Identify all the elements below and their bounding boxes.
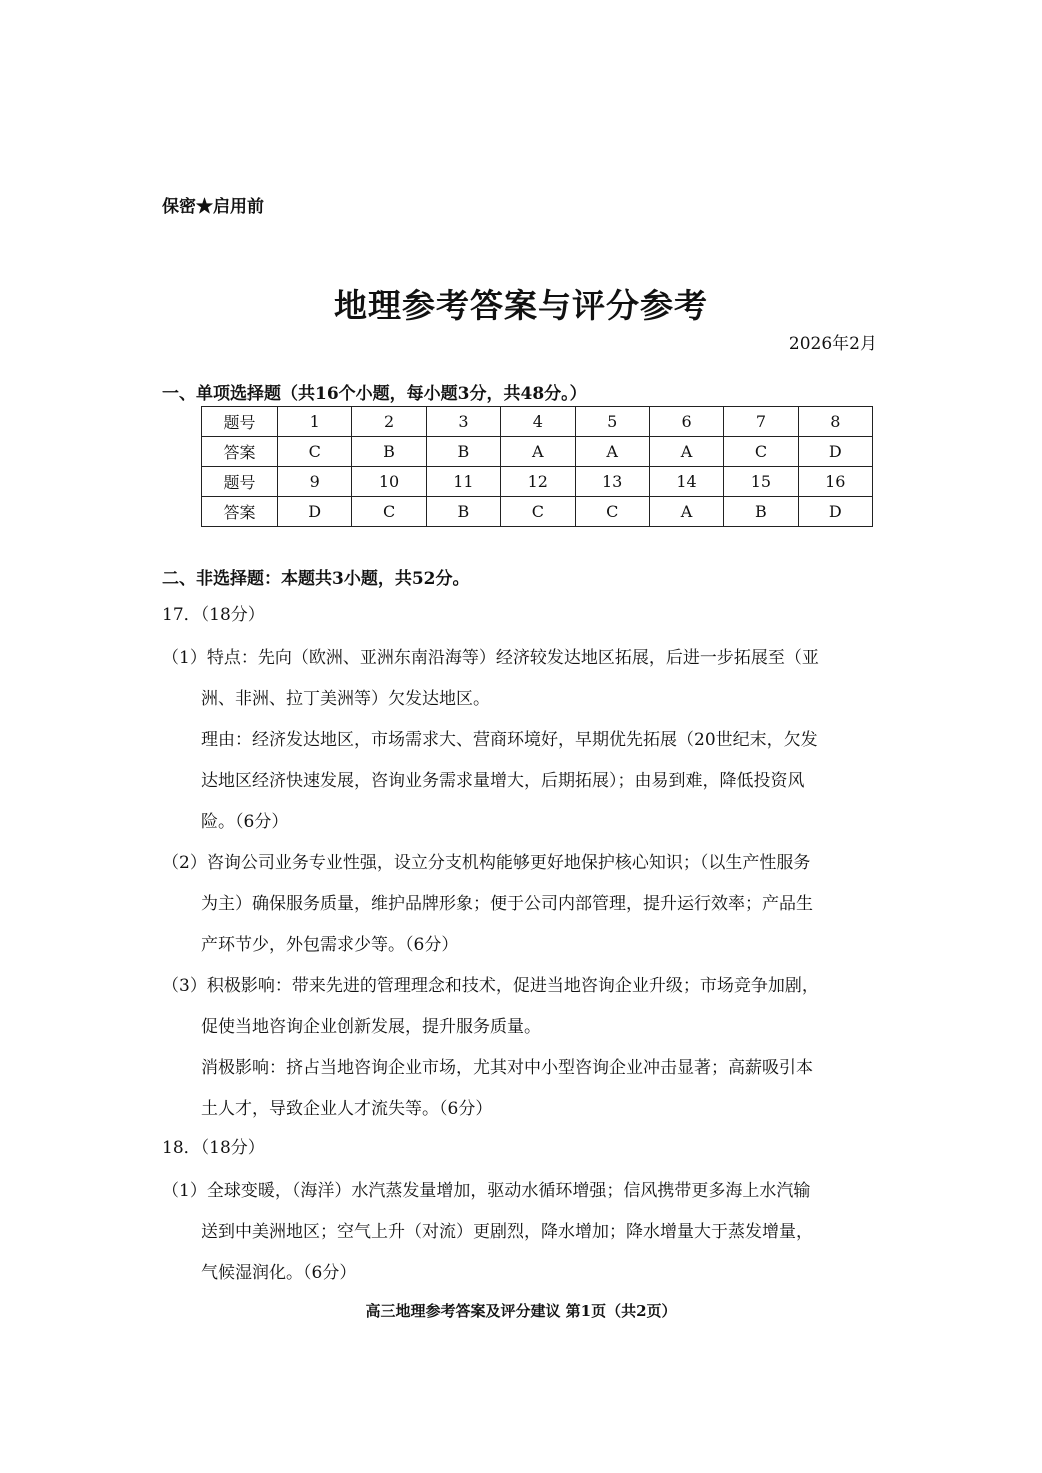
answer-line: （3）积极影响：带来先进的管理理念和技术，促进当地咨询企业升级；市场竞争加剧， — [162, 976, 819, 996]
table-cell: 16 — [798, 467, 872, 497]
answer-line: 消极影响：挤占当地咨询企业市场，尤其对中小型咨询企业冲击显著；高薪吸引本 — [201, 1058, 813, 1078]
answer-line: 理由：经济发达地区，市场需求大、营商环境好，早期优先拓展（20世纪末，欠发 — [201, 730, 818, 750]
table-cell: 答案 — [202, 437, 278, 467]
table-row — [202, 407, 873, 437]
table-cell: C — [278, 437, 352, 467]
table-cell: C — [501, 497, 575, 527]
table-cell: 7 — [724, 407, 798, 437]
table-cell: 9 — [278, 467, 352, 497]
page-footer: 高三地理参考答案及评分建议 第1页（共2页） — [365, 1302, 677, 1320]
table-row — [202, 467, 873, 497]
table-cell: 15 — [724, 467, 798, 497]
table-cell: C — [575, 497, 649, 527]
table-cell: 题号 — [202, 407, 278, 437]
answer-line: 洲、非洲、拉丁美洲等）欠发达地区。 — [201, 689, 490, 709]
table-cell: 5 — [575, 407, 649, 437]
question-17-header: 17．（18分） — [162, 605, 265, 625]
table-cell: A — [649, 497, 723, 527]
date-label: 2026年2月 — [788, 334, 877, 354]
answer-line: 土人才，导致企业人才流失等。（6分） — [201, 1099, 493, 1119]
answer-line: 险。（6分） — [201, 812, 289, 832]
question-18-header: 18．（18分） — [162, 1138, 265, 1158]
table-row — [202, 437, 873, 467]
table-cell: 12 — [501, 467, 575, 497]
table-cell: 2 — [352, 407, 426, 437]
table-cell: 8 — [798, 407, 872, 437]
table-cell: 14 — [649, 467, 723, 497]
table-cell: D — [798, 437, 872, 467]
table-cell: B — [426, 497, 500, 527]
answer-line: （1）全球变暖，（海洋）水汽蒸发量增加，驱动水循环增强；信风携带更多海上水汽输 — [162, 1181, 811, 1201]
table-cell: C — [352, 497, 426, 527]
answer-line: 达地区经济快速发展，咨询业务需求量增大，后期拓展）；由易到难，降低投资风 — [201, 771, 805, 791]
table-cell: 10 — [352, 467, 426, 497]
table-cell: A — [501, 437, 575, 467]
table-cell: 6 — [649, 407, 723, 437]
table-cell: 11 — [426, 467, 500, 497]
confidential-label: 保密★启用前 — [162, 197, 264, 217]
table-cell: A — [649, 437, 723, 467]
table-cell: B — [724, 497, 798, 527]
answer-line: 产环节少，外包需求少等。（6分） — [201, 935, 459, 955]
answer-line: 促使当地咨询企业创新发展，提升服务质量。 — [201, 1017, 541, 1037]
table-cell: 题号 — [202, 467, 278, 497]
table-cell: B — [352, 437, 426, 467]
page-title: 地理参考答案与评分参考 — [334, 286, 708, 325]
table-cell: 13 — [575, 467, 649, 497]
table-cell: A — [575, 437, 649, 467]
answer-line: （2）咨询公司业务专业性强，设立分支机构能够更好地保护核心知识；（以生产性服务 — [162, 853, 811, 873]
table-cell: D — [798, 497, 872, 527]
answer-line: 为主）确保服务质量，维护品牌形象；便于公司内部管理，提升运行效率；产品生 — [201, 894, 813, 914]
table-cell: C — [724, 437, 798, 467]
table-cell: 答案 — [202, 497, 278, 527]
table-cell: 1 — [278, 407, 352, 437]
table-cell: 3 — [426, 407, 500, 437]
answer-line: 气候湿润化。（6分） — [201, 1263, 357, 1283]
table-cell: D — [278, 497, 352, 527]
answer-line: 送到中美洲地区；空气上升（对流）更剧烈，降水增加；降水增量大于蒸发增量， — [201, 1222, 813, 1242]
section2-heading: 二、非选择题：本题共3小题，共52分。 — [162, 569, 470, 589]
section1-heading: 一、单项选择题（共16个小题，每小题3分，共48分。） — [162, 384, 587, 404]
table-row — [202, 497, 873, 527]
table-cell: 4 — [501, 407, 575, 437]
answer-line: （1）特点：先向（欧洲、亚洲东南沿海等）经济较发达地区拓展，后进一步拓展至（亚 — [162, 648, 819, 668]
answer-table — [201, 406, 873, 527]
table-cell: B — [426, 437, 500, 467]
